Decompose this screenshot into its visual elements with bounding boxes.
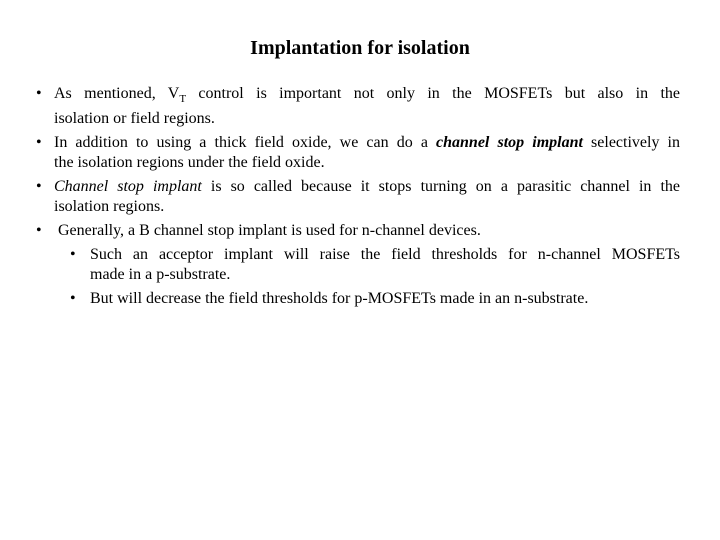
bullet-icon: •: [70, 246, 76, 264]
sub-bullet-item-2: [68, 289, 680, 309]
bullet-list: [34, 84, 680, 313]
sub-bullet-text-continued: made in a p-substrate.: [90, 266, 231, 284]
bullet-text: Generally, a B channel stop implant is used for n-channel devices.: [58, 222, 481, 240]
subscript: T: [179, 93, 187, 106]
emphasis-text: channel stop implant: [436, 134, 583, 152]
bullet-icon: •: [36, 85, 42, 102]
slide-title: Implantation for isolation: [250, 37, 470, 59]
sub-bullet-text: Such an acceptor implant will raise the field thresholds for n-channel MOSFETs: [90, 246, 680, 264]
bullet-item-2: [34, 133, 680, 173]
emphasis-text: Channel stop implant: [54, 178, 202, 196]
bullet-icon: •: [70, 290, 76, 308]
bullet-text: is so called because it stops turning on a parasitic channel in the: [201, 178, 680, 196]
bullet-icon: •: [36, 178, 42, 196]
bullet-item-4: [34, 221, 680, 241]
bullet-text: In addition to using a thick field oxide, we can do a: [54, 134, 437, 152]
bullet-text: control is important not only in the MOSFETs but also in the: [186, 85, 680, 102]
bullet-text: As mentioned, V: [54, 85, 180, 102]
bullet-text-continued: isolation regions.: [54, 198, 165, 216]
bullet-text-continued: the isolation regions under the field oxide.: [54, 154, 325, 172]
sub-bullet-text: But will decrease the field thresholds for p-MOSFETs made in an n-substrate.: [90, 290, 589, 308]
bullet-text-continued: isolation or field regions.: [54, 110, 215, 128]
bullet-text: selectively in: [582, 134, 680, 152]
bullet-icon: •: [36, 222, 42, 240]
bullet-item-1: [34, 84, 680, 129]
bullet-icon: •: [36, 134, 42, 152]
bullet-item-3: [34, 177, 680, 217]
sub-bullet-item-1: [68, 245, 680, 285]
